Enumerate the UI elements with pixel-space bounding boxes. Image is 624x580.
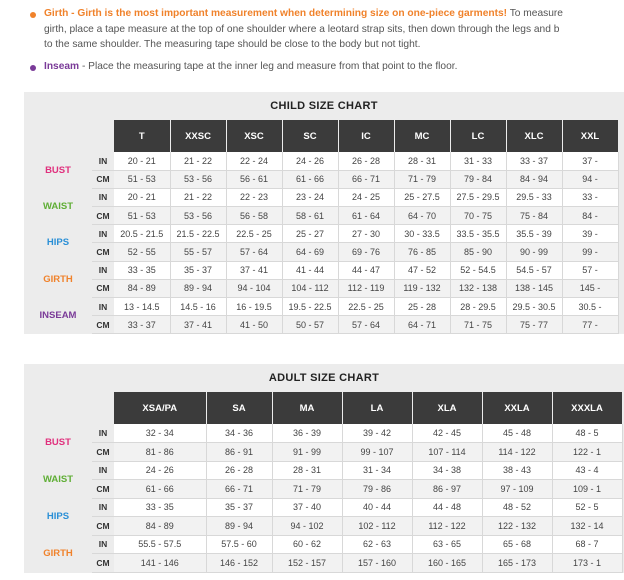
child-size-header: SC [282, 120, 338, 152]
child-size-table [24, 120, 619, 334]
adult-measure-label: HIPS [24, 498, 92, 535]
child-table-cell: 52 - 55 [114, 243, 170, 261]
adult-row-waist-in [24, 461, 622, 480]
adult-table-cell: 165 - 173 [482, 554, 552, 573]
adult-row-girth-in [24, 535, 622, 554]
girth-term: Girth [44, 8, 69, 19]
adult-unit-label: CM [92, 517, 114, 536]
child-table-cell: 71 - 75 [450, 316, 506, 334]
child-table-cell: 37 - 41 [226, 261, 282, 279]
adult-table-cell: 33 - 35 [114, 498, 206, 517]
child-size-header: XLC [506, 120, 562, 152]
adult-table-cell: 32 - 34 [114, 424, 206, 443]
adult-table-cell: 37 - 40 [272, 498, 342, 517]
child-table-cell: 35 - 37 [170, 261, 226, 279]
child-table-cell: 75 - 77 [506, 316, 562, 334]
adult-table-cell: 45 - 48 [482, 424, 552, 443]
adult-chart-title: ADULT SIZE CHART [268, 372, 380, 384]
adult-table-cell: 146 - 152 [206, 554, 272, 573]
child-table-cell: 132 - 138 [450, 279, 506, 297]
child-size-header: MC [394, 120, 450, 152]
girth-line3: to the same shoulder. The measuring tape should be close to the body but not tight. [44, 39, 421, 50]
child-table-cell: 58 - 61 [282, 207, 338, 225]
child-table-cell: 14.5 - 16 [170, 298, 226, 316]
child-table-cell: 53 - 56 [170, 170, 226, 188]
child-unit-label: IN [92, 261, 114, 279]
child-table-cell: 84 - [562, 207, 618, 225]
adult-table-cell: 91 - 99 [272, 443, 342, 462]
child-table-cell: 56 - 61 [226, 170, 282, 188]
child-row-girth-cm [24, 279, 618, 297]
adult-measure-label: WAIST [24, 461, 92, 498]
adult-table-cell: 44 - 48 [412, 498, 482, 517]
child-table-cell: 26 - 28 [338, 152, 394, 170]
child-table-cell: 52 - 54.5 [450, 261, 506, 279]
child-table-cell: 75 - 84 [506, 207, 562, 225]
adult-unit-label: IN [92, 535, 114, 554]
adult-size-header: LA [342, 392, 412, 424]
child-table-cell: 21.5 - 22.5 [170, 225, 226, 243]
adult-table-cell: 57.5 - 60 [206, 535, 272, 554]
child-header-row [24, 120, 618, 152]
child-table-cell: 112 - 119 [338, 279, 394, 297]
child-table-cell: 145 - [562, 279, 618, 297]
adult-table-cell: 89 - 94 [206, 517, 272, 536]
adult-header-row [24, 392, 622, 424]
child-table-cell: 30 - 33.5 [394, 225, 450, 243]
child-table-cell: 16 - 19.5 [226, 298, 282, 316]
adult-table-cell: 157 - 160 [342, 554, 412, 573]
child-table-cell: 25 - 28 [394, 298, 450, 316]
child-unit-label: CM [92, 243, 114, 261]
child-table-cell: 54.5 - 57 [506, 261, 562, 279]
child-table-cell: 77 - [562, 316, 618, 334]
child-table-cell: 84 - 94 [506, 170, 562, 188]
adult-unit-label: CM [92, 480, 114, 499]
inseam-note [30, 59, 590, 75]
adult-table-cell: 122 - 1 [552, 443, 622, 462]
adult-table-cell: 86 - 97 [412, 480, 482, 499]
adult-table-cell: 173 - 1 [552, 554, 622, 573]
child-measure-label: WAIST [24, 188, 92, 224]
adult-table-cell: 99 - 107 [342, 443, 412, 462]
adult-row-waist-cm [24, 480, 622, 499]
child-table-cell: 69 - 76 [338, 243, 394, 261]
child-table-cell: 55 - 57 [170, 243, 226, 261]
adult-table-cell: 81 - 86 [114, 443, 206, 462]
adult-table-cell: 43 - 4 [552, 461, 622, 480]
adult-size-header: SA [206, 392, 272, 424]
adult-measure-label: BUST [24, 424, 92, 461]
adult-header-blank [24, 392, 114, 424]
child-table-cell: 57 - [562, 261, 618, 279]
child-table-cell: 30.5 - [562, 298, 618, 316]
child-row-bust-in [24, 152, 618, 170]
child-table-cell: 71 - 79 [394, 170, 450, 188]
child-table-cell: 20 - 21 [114, 188, 170, 206]
child-table-cell: 104 - 112 [282, 279, 338, 297]
child-table-cell: 66 - 71 [338, 170, 394, 188]
adult-table-cell: 102 - 112 [342, 517, 412, 536]
measurement-notes [30, 6, 590, 80]
child-table-cell: 20 - 21 [114, 152, 170, 170]
child-unit-label: CM [92, 170, 114, 188]
adult-unit-label: CM [92, 554, 114, 573]
adult-row-hips-cm [24, 517, 622, 536]
child-table-cell: 51 - 53 [114, 207, 170, 225]
child-row-waist-in [24, 188, 618, 206]
girth-note [30, 6, 590, 53]
child-row-inseam-cm [24, 316, 618, 334]
child-measure-label: HIPS [24, 225, 92, 261]
girth-line1-rest: To measure [507, 8, 563, 19]
child-table-cell: 119 - 132 [394, 279, 450, 297]
child-table-cell: 44 - 47 [338, 261, 394, 279]
adult-table-cell: 97 - 109 [482, 480, 552, 499]
inseam-term: Inseam [44, 60, 80, 72]
child-unit-label: IN [92, 298, 114, 316]
child-table-cell: 35.5 - 39 [506, 225, 562, 243]
child-header-blank [24, 120, 114, 152]
child-table-cell: 27.5 - 29.5 [450, 188, 506, 206]
adult-row-bust-cm [24, 443, 622, 462]
child-table-cell: 53 - 56 [170, 207, 226, 225]
child-table-cell: 27 - 30 [338, 225, 394, 243]
adult-table-cell: 42 - 45 [412, 424, 482, 443]
adult-size-header: XLA [412, 392, 482, 424]
adult-table-cell: 94 - 102 [272, 517, 342, 536]
child-table-cell: 37 - 41 [170, 316, 226, 334]
adult-table-cell: 40 - 44 [342, 498, 412, 517]
child-table-cell: 56 - 58 [226, 207, 282, 225]
adult-table-cell: 55.5 - 57.5 [114, 535, 206, 554]
child-table-cell: 57 - 64 [338, 316, 394, 334]
adult-size-header: MA [272, 392, 342, 424]
child-table-cell: 41 - 50 [226, 316, 282, 334]
child-table-cell: 28 - 29.5 [450, 298, 506, 316]
adult-table-cell: 61 - 66 [114, 480, 206, 499]
child-table-cell: 39 - [562, 225, 618, 243]
child-measure-label: INSEAM [24, 298, 92, 334]
child-table-cell: 85 - 90 [450, 243, 506, 261]
child-table-cell: 29.5 - 33 [506, 188, 562, 206]
adult-table-cell: 160 - 165 [412, 554, 482, 573]
child-unit-label: IN [92, 188, 114, 206]
adult-table-cell: 122 - 132 [482, 517, 552, 536]
child-table-cell: 57 - 64 [226, 243, 282, 261]
child-size-header: LC [450, 120, 506, 152]
adult-table-cell: 34 - 36 [206, 424, 272, 443]
inseam-bullet-icon [30, 65, 36, 71]
inseam-text: - Place the measuring tape at the inner leg and measure from that point to the floor. [79, 60, 458, 72]
adult-table-cell: 68 - 7 [552, 535, 622, 554]
adult-row-girth-cm [24, 554, 622, 573]
child-size-chart [24, 92, 624, 334]
child-table-cell: 70 - 75 [450, 207, 506, 225]
child-table-cell: 90 - 99 [506, 243, 562, 261]
adult-table-cell: 60 - 62 [272, 535, 342, 554]
child-table-cell: 84 - 89 [114, 279, 170, 297]
girth-bullet-icon [30, 12, 36, 18]
girth-line2: girth, place a tape measure at the top of one shoulder where a leotard strap sits, then down through the legs and b [44, 23, 560, 35]
child-row-waist-cm [24, 207, 618, 225]
child-table-cell: 79 - 84 [450, 170, 506, 188]
child-table-cell: 138 - 145 [506, 279, 562, 297]
adult-table-cell: 79 - 86 [342, 480, 412, 499]
child-table-cell: 64 - 70 [394, 207, 450, 225]
adult-table-cell: 62 - 63 [342, 535, 412, 554]
child-table-cell: 33 - 37 [506, 152, 562, 170]
adult-table-cell: 34 - 38 [412, 461, 482, 480]
adult-table-cell: 39 - 42 [342, 424, 412, 443]
child-table-cell: 21 - 22 [170, 188, 226, 206]
adult-size-chart [24, 364, 624, 573]
child-table-cell: 21 - 22 [170, 152, 226, 170]
child-measure-label: BUST [24, 152, 92, 188]
child-table-cell: 33 - 37 [114, 316, 170, 334]
adult-unit-label: IN [92, 424, 114, 443]
adult-table-cell: 112 - 122 [412, 517, 482, 536]
adult-unit-label: IN [92, 498, 114, 517]
child-table-cell: 61 - 64 [338, 207, 394, 225]
adult-table-cell: 109 - 1 [552, 480, 622, 499]
child-table-cell: 51 - 53 [114, 170, 170, 188]
adult-table-cell: 63 - 65 [412, 535, 482, 554]
adult-table-cell: 31 - 34 [342, 461, 412, 480]
child-table-cell: 22 - 24 [226, 152, 282, 170]
child-unit-label: IN [92, 152, 114, 170]
child-table-cell: 33 - 35 [114, 261, 170, 279]
adult-table-cell: 28 - 31 [272, 461, 342, 480]
adult-table-cell: 48 - 5 [552, 424, 622, 443]
adult-table-cell: 52 - 5 [552, 498, 622, 517]
adult-table-cell: 36 - 39 [272, 424, 342, 443]
child-row-girth-in [24, 261, 618, 279]
child-table-cell: 50 - 57 [282, 316, 338, 334]
adult-size-table [24, 392, 623, 573]
adult-table-cell: 65 - 68 [482, 535, 552, 554]
child-table-cell: 61 - 66 [282, 170, 338, 188]
adult-size-header: XXLA [482, 392, 552, 424]
child-table-cell: 22.5 - 25 [338, 298, 394, 316]
child-unit-label: CM [92, 279, 114, 297]
child-size-header: IC [338, 120, 394, 152]
child-row-inseam-in [24, 298, 618, 316]
child-table-cell: 41 - 44 [282, 261, 338, 279]
adult-table-cell: 48 - 52 [482, 498, 552, 517]
adult-unit-label: IN [92, 461, 114, 480]
adult-row-hips-in [24, 498, 622, 517]
child-table-cell: 24 - 26 [282, 152, 338, 170]
child-table-cell: 76 - 85 [394, 243, 450, 261]
child-table-cell: 22 - 23 [226, 188, 282, 206]
adult-table-cell: 38 - 43 [482, 461, 552, 480]
child-chart-title: CHILD SIZE CHART [270, 100, 378, 112]
child-row-hips-in [24, 225, 618, 243]
child-table-cell: 64 - 69 [282, 243, 338, 261]
child-unit-label: CM [92, 316, 114, 334]
adult-table-cell: 24 - 26 [114, 461, 206, 480]
adult-table-cell: 152 - 157 [272, 554, 342, 573]
adult-table-cell: 84 - 89 [114, 517, 206, 536]
child-size-header: XXSC [170, 120, 226, 152]
child-table-cell: 94 - [562, 170, 618, 188]
child-unit-label: IN [92, 225, 114, 243]
adult-table-cell: 71 - 79 [272, 480, 342, 499]
adult-size-header: XXXLA [552, 392, 622, 424]
child-table-cell: 25 - 27 [282, 225, 338, 243]
child-table-cell: 33 - [562, 188, 618, 206]
child-table-cell: 28 - 31 [394, 152, 450, 170]
child-table-cell: 19.5 - 22.5 [282, 298, 338, 316]
child-table-cell: 24 - 25 [338, 188, 394, 206]
adult-table-cell: 66 - 71 [206, 480, 272, 499]
adult-size-header: XSA/PA [114, 392, 206, 424]
child-table-cell: 22.5 - 25 [226, 225, 282, 243]
adult-measure-label: GIRTH [24, 535, 92, 572]
child-table-cell: 25 - 27.5 [394, 188, 450, 206]
child-size-header: XSC [226, 120, 282, 152]
child-row-hips-cm [24, 243, 618, 261]
child-measure-label: GIRTH [24, 261, 92, 297]
child-table-cell: 89 - 94 [170, 279, 226, 297]
adult-table-cell: 141 - 146 [114, 554, 206, 573]
adult-table-cell: 114 - 122 [482, 443, 552, 462]
adult-table-cell: 107 - 114 [412, 443, 482, 462]
child-table-cell: 29.5 - 30.5 [506, 298, 562, 316]
girth-lead: - Girth is the most important measurement when determining size on one-piece garments! [68, 8, 508, 19]
child-table-cell: 33.5 - 35.5 [450, 225, 506, 243]
adult-table-cell: 132 - 14 [552, 517, 622, 536]
adult-unit-label: CM [92, 443, 114, 462]
adult-table-cell: 35 - 37 [206, 498, 272, 517]
child-size-header: XXL [562, 120, 618, 152]
child-table-cell: 13 - 14.5 [114, 298, 170, 316]
child-table-cell: 47 - 52 [394, 261, 450, 279]
child-unit-label: CM [92, 207, 114, 225]
child-size-header: T [114, 120, 170, 152]
child-table-cell: 94 - 104 [226, 279, 282, 297]
child-table-cell: 20.5 - 21.5 [114, 225, 170, 243]
adult-table-cell: 26 - 28 [206, 461, 272, 480]
child-table-cell: 23 - 24 [282, 188, 338, 206]
child-table-cell: 99 - [562, 243, 618, 261]
child-table-cell: 37 - [562, 152, 618, 170]
child-row-bust-cm [24, 170, 618, 188]
child-table-cell: 31 - 33 [450, 152, 506, 170]
adult-table-cell: 86 - 91 [206, 443, 272, 462]
child-table-cell: 64 - 71 [394, 316, 450, 334]
adult-row-bust-in [24, 424, 622, 443]
